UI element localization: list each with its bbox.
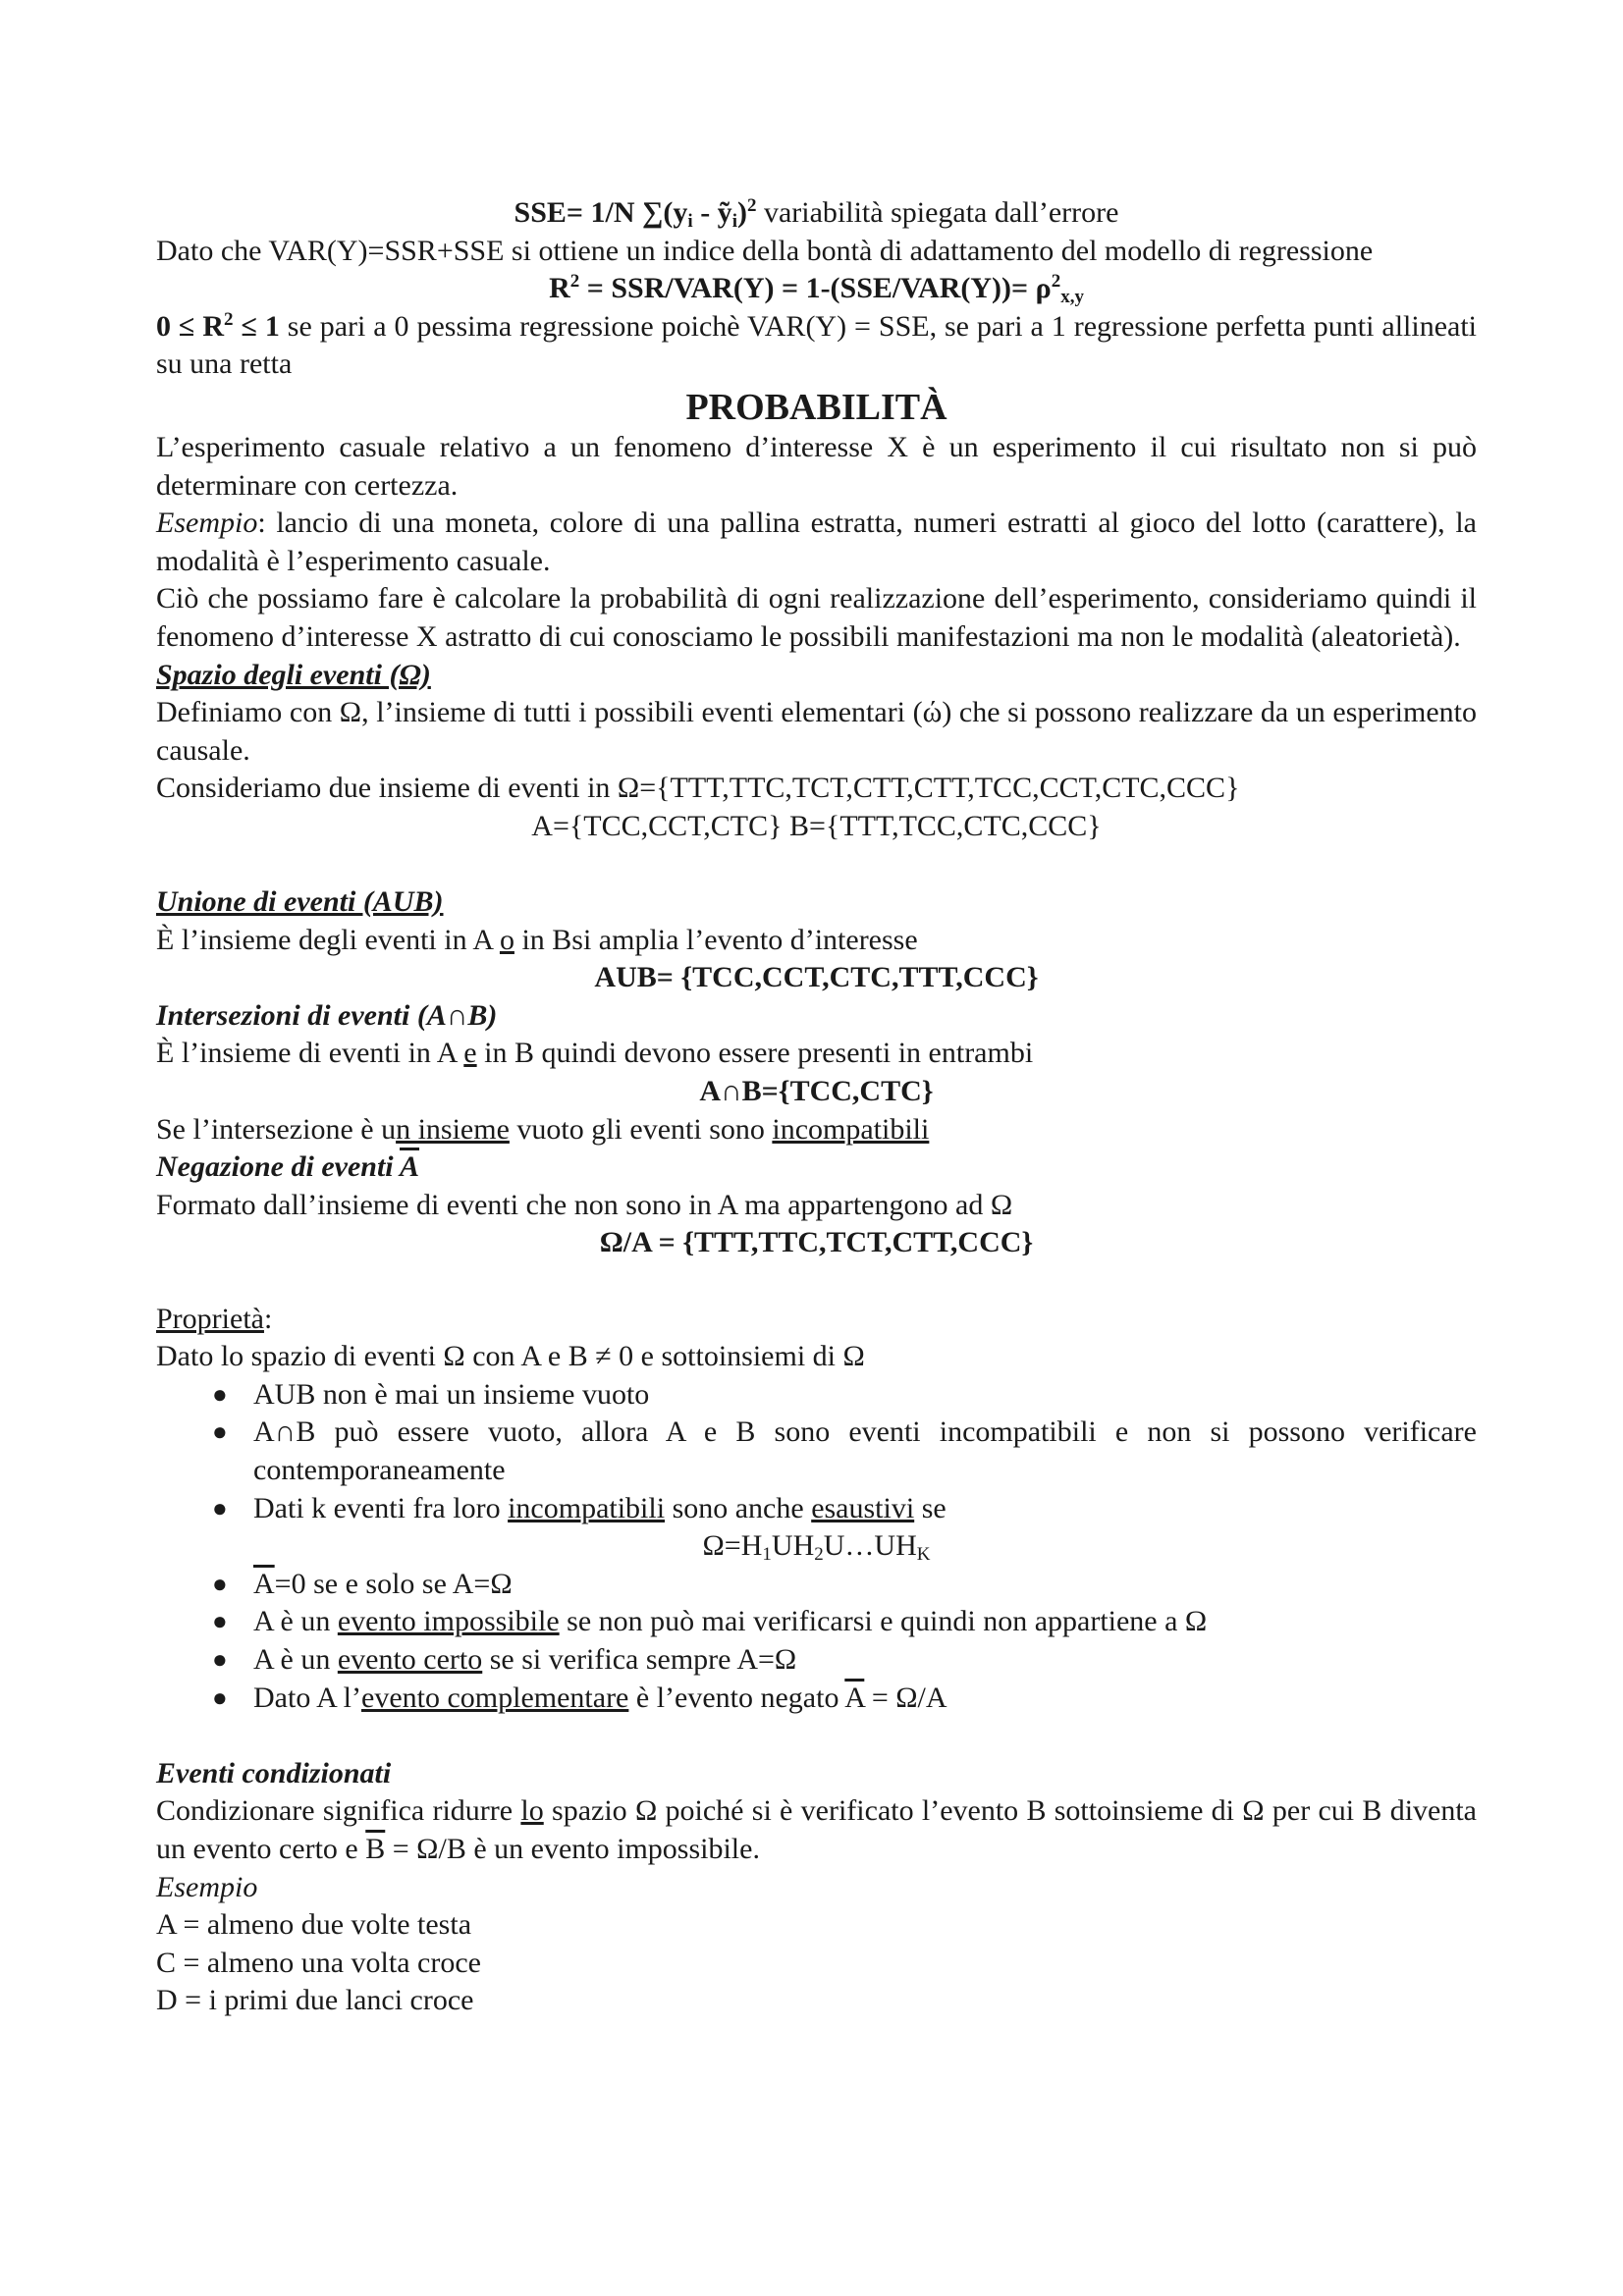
negazione-text: Formato dall’insieme di eventi che non sono in A ma appartengono ad Ω (156, 1188, 1013, 1221)
list-item-text: Dato A l’ (253, 1681, 361, 1714)
list-item-text: = Ω/A (864, 1681, 947, 1714)
bullet-icon: ● (212, 1379, 228, 1409)
unione-text-a: È l’insieme degli eventi in A (156, 923, 500, 956)
unione-text-b: in Bsi amplia l’evento d’interesse (514, 923, 918, 956)
list-item-text: A è un (253, 1642, 338, 1676)
example-text: : lancio di una moneta, colore di una pallina estratta, numeri estratti al gioco del lotto (carattere), la modalità è l’esperimento casuale. (156, 507, 1477, 577)
list-item-overlined: $\overline{A}$ (253, 1567, 275, 1600)
page-content (156, 194, 1477, 2020)
sse-sub-i-1: i (687, 211, 693, 232)
sse-sup: 2 (746, 195, 757, 216)
r2-range-b: ≤ 1 (233, 309, 280, 343)
list-item-text: se non può mai verificarsi e quindi non appartiene a Ω (559, 1605, 1208, 1638)
list-item (156, 1566, 1477, 1604)
list-item-text: A è un (253, 1605, 338, 1638)
r2-formula-a: R (549, 272, 570, 305)
spacer (156, 1262, 1477, 1301)
list-item (156, 1376, 1477, 1415)
formula-part: U…UH (823, 1529, 917, 1563)
list-item-underlined: evento impossibile (337, 1605, 560, 1638)
list-item (156, 1414, 1477, 1489)
r2-sup: 2 (569, 271, 580, 293)
list-item-text: AUB non è mai un insieme vuoto (253, 1377, 650, 1411)
sets-line: A={TCC,CCT,CTC} B={TTT,TCC,CTC,CCC} (531, 809, 1102, 842)
list-item-underlined: esaustivi (811, 1491, 915, 1524)
intersezione-note-a: Se l’intersezione è u (156, 1112, 397, 1146)
proprieta-intro: Dato lo spazio di eventi Ω con A e B ≠ 0 e sottoinsiemi di Ω (156, 1340, 865, 1373)
r2-range-text: se pari a 0 pessima regressione poichè VAR(Y) = SSE, se pari a 1 regressione perfetta punti allineati su una retta (156, 309, 1478, 381)
bullet-icon: ● (212, 1607, 228, 1636)
formula-part: Ω=H (702, 1529, 763, 1563)
condizionati-text-c: = Ω/B è un evento impossibile. (385, 1832, 760, 1865)
properties-list (156, 1376, 1477, 1717)
bullet-icon: ● (212, 1682, 228, 1712)
list-item (156, 1490, 1477, 1566)
sse-formula-b: - ỹ (692, 196, 732, 229)
condizionati-paragraph (156, 1792, 1477, 1868)
list-item-text: =0 se e solo se A=Ω (274, 1567, 513, 1600)
formula-part: UH (771, 1529, 815, 1563)
intersezione-text-b: in B quindi devono essere presenti in entrambi (476, 1037, 1034, 1070)
intersezione-text (156, 1035, 1477, 1073)
intersezione-heading: Intersezioni di eventi (A∩B) (156, 998, 498, 1032)
unione-text-underlined: o (499, 923, 514, 956)
sse-formula-a: SSE= 1/N ∑(y (514, 196, 688, 229)
negazione-heading-overlined: $\overline{A}$ (400, 1150, 420, 1184)
bullet-icon: ● (212, 1493, 228, 1522)
r2-formula-b: = SSR/VAR(Y) = 1-(SSE/VAR(Y))= ρ (579, 272, 1052, 305)
negazione-heading (156, 1148, 1477, 1187)
list-item-text: A∩B può essere vuoto, allora A e B sono eventi incompatibili e non si possono verificare contemporaneamente (253, 1415, 1477, 1486)
rho-sub: x,y (1060, 287, 1084, 308)
intersezione-text-a: È l’insieme di eventi in A (156, 1037, 464, 1070)
list-item-overlined: $\overline{A}$ (844, 1681, 865, 1714)
r2-formula-line (156, 270, 1477, 308)
list-item (156, 1641, 1477, 1680)
sse-sub-i-2: i (731, 211, 737, 232)
list-item (156, 1680, 1477, 1718)
cio-paragraph: Ciò che possiamo fare è calcolare la probabilità di ogni realizzazione dell’esperimento, consideriamo quindi il fenomeno d’interesse X astratto di cui conosciamo le possibili manifestazioni ma non le modalità (aleatorietà). (156, 582, 1477, 653)
proprieta-heading (156, 1301, 1477, 1339)
consider-line: Consideriamo due insieme di eventi in Ω={TTT,TTC,TCT,CTT,CTT,TCC,CCT,CTC,CCC} (156, 772, 1240, 805)
var-paragraph: Dato che VAR(Y)=SSR+SSE si ottiene un indice della bontà di adattamento del modello di regressione (156, 234, 1374, 267)
example-line: A = almeno due volte testa (156, 1908, 472, 1942)
condizionati-text-overlined: $\overline{B}$ (365, 1832, 386, 1865)
unione-heading: Unione di eventi (AUB) (156, 885, 444, 919)
intersezione-text-underlined: e (463, 1037, 477, 1070)
negazione-heading-text: Negazione di eventi (156, 1150, 401, 1184)
intro-paragraph: L’esperimento casuale relativo a un fenomeno d’interesse X è un esperimento il cui risultato non si può determinare con certezza. (156, 430, 1477, 502)
example-paragraph (156, 505, 1477, 580)
list-item-text: se si verifica sempre A=Ω (482, 1642, 797, 1676)
unione-formula: AUB= {TCC,CCT,CTC,TTT,CCC} (594, 961, 1039, 994)
proprieta-heading-text: Proprietà (156, 1302, 264, 1335)
intersezione-note-underlined-1: n insieme (396, 1112, 510, 1146)
bullet-icon: ● (212, 1569, 228, 1598)
condizionati-text-underlined: lo (520, 1794, 544, 1828)
sse-description: variabilità spiegata dall’errore (756, 196, 1119, 229)
exhaustive-formula (156, 1527, 1477, 1566)
list-item-underlined: incompatibili (508, 1491, 666, 1524)
condizionati-text-a: Condizionare significa ridurre (156, 1794, 521, 1828)
proprieta-colon: : (263, 1302, 273, 1335)
intersezione-formula: A∩B={TCC,CTC} (699, 1075, 934, 1108)
intersezione-note-b: vuoto gli eventi sono (509, 1112, 773, 1146)
r2-range-paragraph (156, 308, 1477, 384)
intersezione-note-underlined-2: incompatibili (772, 1112, 930, 1146)
spazio-paragraph: Definiamo con Ω, l’insieme di tutti i possibili eventi elementari (ώ) che si possono realizzare da un esperimento causale. (156, 696, 1477, 767)
list-item-text: Dati k eventi fra loro (253, 1491, 509, 1524)
condizionati-heading: Eventi condizionati (156, 1756, 392, 1789)
formula-sub: 2 (814, 1544, 824, 1566)
intersezione-note (156, 1111, 1477, 1149)
r2-range-a: 0 ≤ R (156, 309, 225, 343)
formula-sub: K (916, 1544, 931, 1566)
condizionati-example-label: Esempio (156, 1870, 258, 1903)
list-item-underlined: evento certo (337, 1642, 483, 1676)
example-line: C = almeno una volta croce (156, 1946, 481, 1979)
list-item-underlined: evento complementare (361, 1681, 629, 1714)
bullet-icon: ● (212, 1417, 228, 1447)
sse-formula-line (156, 194, 1477, 233)
negazione-formula: Ω/A = {TTT,TTC,TCT,CTT,CCC} (599, 1226, 1034, 1259)
rho-sup: 2 (1051, 271, 1061, 293)
list-item-text: sono anche (665, 1491, 812, 1524)
list-item (156, 1603, 1477, 1641)
sse-formula-c: ) (736, 196, 747, 229)
condizionati-text-b: spazio Ω poiché si è verificato l’evento B sottoinsieme di Ω per cui B diventa un evento certo e (156, 1794, 1477, 1865)
unione-text (156, 922, 1477, 960)
example-line: D = i primi due lanci croce (156, 1984, 474, 2017)
list-item-text: è l’evento negato (628, 1681, 845, 1714)
bullet-icon: ● (212, 1644, 228, 1674)
spazio-heading: Spazio degli eventi (Ω) (156, 658, 431, 691)
formula-sub: 1 (762, 1544, 772, 1566)
spacer (156, 1717, 1477, 1755)
example-label: Esempio (156, 507, 258, 540)
list-item-text: se (914, 1491, 947, 1524)
spacer (156, 846, 1477, 884)
section-title: PROBABILITÀ (685, 386, 947, 428)
r2-range-sup: 2 (224, 308, 234, 330)
